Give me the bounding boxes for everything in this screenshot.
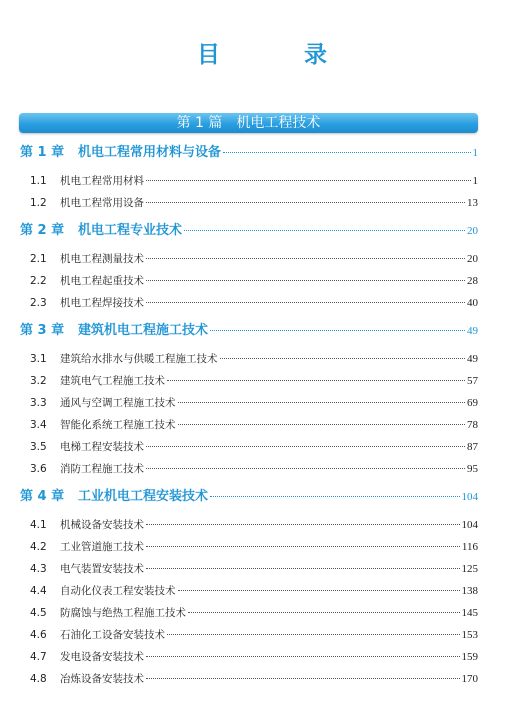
section-entry-number: 3.6 — [30, 463, 47, 475]
section-entry-title: 机电工程常用材料 — [60, 175, 144, 187]
section-entry-page-number: 49 — [467, 353, 478, 365]
chapter-entry-number: 第 4 章 — [20, 489, 65, 504]
section-entry-number: 3.5 — [30, 441, 47, 453]
section-entry[interactable] — [20, 270, 478, 292]
section-entry-page-number: 1 — [472, 175, 478, 187]
section-entry-title: 石油化工设备安装技术 — [60, 629, 165, 641]
table-of-contents — [20, 142, 478, 696]
section-entry-number: 4.8 — [30, 673, 47, 685]
section-entry[interactable] — [20, 668, 478, 690]
chapter-entry[interactable] — [20, 142, 478, 164]
chapter-entry-page-number: 49 — [467, 325, 478, 337]
section-entry[interactable] — [20, 370, 478, 392]
section-entry-number: 3.3 — [30, 397, 47, 409]
section-entry-number: 2.1 — [30, 253, 47, 265]
chapter-entry-page-number: 20 — [467, 225, 478, 237]
chapter-entry-title: 机电工程常用材料与设备 — [78, 145, 222, 160]
section-entry-title: 智能化系统工程施工技术 — [60, 419, 176, 431]
section-entry[interactable] — [20, 602, 478, 624]
dot-leader — [210, 496, 459, 497]
section-entry-page-number: 153 — [461, 629, 478, 641]
dot-leader — [146, 468, 465, 469]
chapter-spacer — [20, 690, 478, 696]
page-title: 目 录 — [196, 42, 365, 68]
section-entry-page-number: 87 — [467, 441, 478, 453]
section-entry-title: 机械设备安装技术 — [60, 519, 144, 531]
section-entry-title: 通风与空调工程施工技术 — [60, 397, 176, 409]
chapter-entry-number: 第 1 章 — [20, 145, 65, 160]
chapter-entry-page-number: 1 — [472, 147, 478, 159]
section-entry-page-number: 104 — [461, 519, 478, 531]
section-entry-title: 电气装置安装技术 — [60, 563, 144, 575]
section-entry-page-number: 95 — [467, 463, 478, 475]
section-entry[interactable] — [20, 458, 478, 480]
chapter-entry-title: 建筑机电工程施工技术 — [78, 323, 209, 338]
section-entry[interactable] — [20, 192, 478, 214]
section-entry-page-number: 125 — [461, 563, 478, 575]
dot-leader — [220, 358, 466, 359]
section-entry-number: 4.7 — [30, 651, 47, 663]
chapter-entry[interactable] — [20, 320, 478, 342]
section-entry-title: 建筑电气工程施工技术 — [60, 375, 165, 387]
section-entry-page-number: 57 — [467, 375, 478, 387]
chapter-entry-number: 第 3 章 — [20, 323, 65, 338]
dot-leader — [146, 302, 465, 303]
dot-leader — [146, 524, 460, 525]
dot-leader — [146, 656, 460, 657]
section-entry[interactable] — [20, 414, 478, 436]
dot-leader — [178, 424, 466, 425]
section-entry-page-number: 69 — [467, 397, 478, 409]
section-entry-number: 1.1 — [30, 175, 47, 187]
section-entry-title: 自动化仪表工程安装技术 — [60, 585, 176, 597]
section-entry-page-number: 78 — [467, 419, 478, 431]
section-entry[interactable] — [20, 170, 478, 192]
dot-leader — [146, 678, 460, 679]
section-entry-title: 机电工程测量技术 — [60, 253, 144, 265]
chapter-entry[interactable] — [20, 220, 478, 242]
chapter-entry[interactable] — [20, 486, 478, 508]
chapter-entry-number: 第 2 章 — [20, 223, 65, 238]
section-entry[interactable] — [20, 248, 478, 270]
chapter-entry-title: 机电工程专业技术 — [78, 223, 183, 238]
dot-leader — [146, 568, 460, 569]
section-entry-page-number: 145 — [461, 607, 478, 619]
section-entry-number: 1.2 — [30, 197, 47, 209]
section-entry-page-number: 170 — [461, 673, 478, 685]
section-entry[interactable] — [20, 436, 478, 458]
dot-leader — [188, 612, 460, 613]
dot-leader — [223, 152, 470, 153]
dot-leader — [184, 230, 465, 231]
section-entry-number: 2.3 — [30, 297, 47, 309]
section-entry-number: 4.3 — [30, 563, 47, 575]
dot-leader — [178, 590, 460, 591]
section-entry-page-number: 159 — [461, 651, 478, 663]
dot-leader — [167, 634, 460, 635]
section-entry[interactable] — [20, 580, 478, 602]
section-entry[interactable] — [20, 624, 478, 646]
section-entry-number: 2.2 — [30, 275, 47, 287]
section-entry-page-number: 138 — [461, 585, 478, 597]
section-entry-page-number: 116 — [461, 541, 478, 553]
section-entry-number: 4.5 — [30, 607, 47, 619]
section-entry[interactable] — [20, 558, 478, 580]
section-entry-number: 4.4 — [30, 585, 47, 597]
section-entry-title: 机电工程常用设备 — [60, 197, 144, 209]
section-entry-title: 电梯工程安装技术 — [60, 441, 144, 453]
section-entry-title: 冶炼设备安装技术 — [60, 673, 144, 685]
section-entry-title: 工业管道施工技术 — [60, 541, 144, 553]
part-banner: 第 1 篇 机电工程技术 — [19, 113, 478, 133]
section-entry-title: 机电工程焊接技术 — [60, 297, 144, 309]
dot-leader — [146, 180, 471, 181]
section-entry[interactable] — [20, 348, 478, 370]
section-entry[interactable] — [20, 292, 478, 314]
section-entry-number: 3.1 — [30, 353, 47, 365]
section-entry[interactable] — [20, 646, 478, 668]
dot-leader — [146, 202, 465, 203]
section-entry-number: 3.2 — [30, 375, 47, 387]
section-entry-title: 建筑给水排水与供暖工程施工技术 — [60, 353, 218, 365]
dot-leader — [146, 446, 465, 447]
chapter-entry-title: 工业机电工程安装技术 — [78, 489, 209, 504]
section-entry-title: 消防工程施工技术 — [60, 463, 144, 475]
section-entry-number: 4.2 — [30, 541, 47, 553]
section-entry[interactable] — [20, 514, 478, 536]
section-entry-number: 3.4 — [30, 419, 47, 431]
dot-leader — [178, 402, 466, 403]
dot-leader — [146, 280, 465, 281]
section-entry[interactable] — [20, 392, 478, 414]
dot-leader — [167, 380, 465, 381]
section-entry-page-number: 20 — [467, 253, 478, 265]
dot-leader — [146, 258, 465, 259]
dot-leader — [146, 546, 460, 547]
section-entry-title: 防腐蚀与绝热工程施工技术 — [60, 607, 186, 619]
section-entry-page-number: 40 — [467, 297, 478, 309]
section-entry-title: 机电工程起重技术 — [60, 275, 144, 287]
section-entry-title: 发电设备安装技术 — [60, 651, 144, 663]
chapter-entry-page-number: 104 — [461, 491, 478, 503]
dot-leader — [210, 330, 465, 331]
section-entry-number: 4.1 — [30, 519, 47, 531]
section-entry-number: 4.6 — [30, 629, 47, 641]
section-entry[interactable] — [20, 536, 478, 558]
section-entry-page-number: 13 — [467, 197, 478, 209]
section-entry-page-number: 28 — [467, 275, 478, 287]
